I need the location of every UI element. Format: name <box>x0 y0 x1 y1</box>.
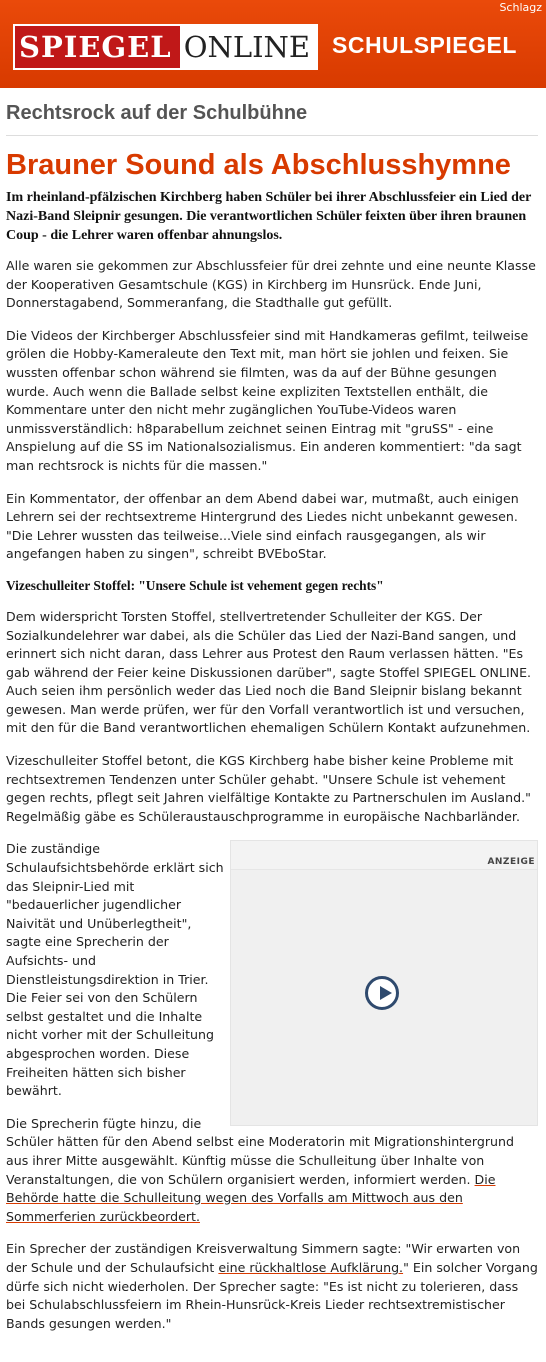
site-logo[interactable] <box>13 24 318 70</box>
paragraph-3: Ein Kommentator, der offenbar an dem Abend dabei war, mutmaßt, auch einigen Lehrern sei der rechtsextreme Hintergrund des Liedes nicht unbekannt gewesen. "Die Lehrer wussten das teilweise...Viele sind einfach rausgegangen, als wir angefangen haben zu singen", schreibt BVEboStar. <box>6 490 519 562</box>
paragraph-8-highlight[interactable]: eine rückhaltlose Aufklärung. <box>218 1259 404 1275</box>
paragraph-1: Alle waren sie gekommen zur Abschlussfeier für drei zehnte und eine neunte Klasse der Kooperativen Gesamtschule (KGS) in Kirchberg im Hunsrück. Ende Juni, Donnerstagabend, Sommeranfang, die Stadthalle gut gefüllt. <box>6 258 536 311</box>
paragraph-6: Die zuständige Schulaufsichtsbehörde erklärt sich das Sleipnir-Lied mit "bedauerlicher jugendlicher Naivität und Unüberlegtheit", sagte eine Sprecherin der Aufsichts- und Dienstleistungsdirektion in Trier. Die Feier sei von den Schülern selbst gestaltet und die Inhalte nicht vorher mit der Schulleitung abgesprochen worden. Diese Freiheiten hätten sich bisher bewährt. <box>6 841 224 1099</box>
site-header <box>0 0 546 88</box>
logo-spiegel: SPIEGEL <box>15 26 178 68</box>
article-kicker: Rechtsrock auf der Schulbühne <box>6 102 308 124</box>
paragraph-7-highlight[interactable]: Die Behörde hatte die Schulleitung wegen des Vorfalls am Mittwoch aus den Sommerferien zurückbeordert. <box>6 1171 496 1224</box>
video-ad[interactable] <box>230 840 538 1126</box>
paragraph-8-text-a: Ein Sprecher der zuständigen Kreisverwaltung Simmern sagte: "Wir erwarten von der Schule und der Schulaufsicht <box>6 1241 521 1275</box>
logo-online: ONLINE <box>178 26 316 68</box>
article <box>0 102 546 1333</box>
section-title[interactable]: SCHULSPIEGEL <box>332 32 517 58</box>
play-icon[interactable] <box>365 976 399 1010</box>
paragraph-8-text-b: " Ein solcher Vorgang dürfe sich nicht wiederholen. Der Sprecher sagte: "Es ist nicht zu tolerieren, dass bei Schulabschlussfeiern im Rhein-Hunsrück-Kreis Lieder rechtsextremistischer Bands gesungen werden." <box>6 1259 538 1331</box>
paragraph-8 <box>6 1240 538 1333</box>
divider <box>6 135 538 136</box>
top-link[interactable]: Schlagz <box>499 1 542 14</box>
article-intro: Im rheinland-pfälzischen Kirchberg haben Schüler bei ihrer Abschlussfeier ein Lied der Nazi-Band Sleipnir gesungen. Die verantwortlichen Schüler feixten über ihren braunen Coup - die Lehrer waren offenbar ahnungslos. <box>6 190 532 243</box>
ad-text-wrap <box>6 840 538 1226</box>
paragraph-5: Vizeschulleiter Stoffel betont, die KGS Kirchberg habe bisher keine Probleme mit rechtsextremen Tendenzen unter Schüler gehabt. "Unsere Schule ist vehement gegen rechts, pflegt seit Jahren vielfältige Kontakte zu Partnerschulen im Ausland." Regelmäßig gäbe es Schüleraustauschprogramme in europäische Nachbarländer. <box>6 753 531 824</box>
article-headline: Brauner Sound als Abschlusshymne <box>6 149 511 181</box>
ad-label: ANZEIGE <box>487 857 535 868</box>
paragraph-4: Dem widerspricht Torsten Stoffel, stellvertretender Schulleiter der KGS. Der Sozialkundelehrer war dabei, als die Schüler das Lied der Nazi-Band sangen, und erinnert sich nicht daran, dass Lehrer aus Protest den Raum verlassen hätten. "Es gab während der Feier keine Diskussionen darüber", sagte Stoffel SPIEGEL ONLINE. Auch seien ihm persönlich weder das Lied noch die Band Sleipnir bislang bekannt gewesen. Man werde prüfen, wer für den Vorfall verantwortlich ist und versuchen, mit den für die Band verantwortlichen ehemaligen Schülern Kontakt aufzunehmen. <box>6 608 532 736</box>
paragraph-7 <box>6 1115 538 1227</box>
subheadline: Vizeschulleiter Stoffel: "Unsere Schule ist vehement gegen rechts" <box>6 577 384 593</box>
ad-player[interactable] <box>231 869 537 1125</box>
paragraph-2: Die Videos der Kirchberger Abschlussfeier sind mit Handkameras gefilmt, teilweise grölen die Hobby-Kameraleute den Text mit, man hört sie johlen und feixen. Sie wussten offenbar schon während sie filmten, was da auf der Bühne gesungen wurde. Auch wenn die Ballade selbst keine expliziten Textstellen enthält, die Kommentare unter den nicht mehr zugänglichen YouTube-Videos waren unmissverständlich: h8parabellum zeichnet seinen Eintrag mit "gruSS" - eine Anspielung auf die SS im Nationalsozialismus. Ein anderen kommentiert: "da sagt man rechtsrock is nichts für die massen." <box>6 327 529 473</box>
paragraph-7-text: Die Sprecherin fügte hinzu, die Schüler hätten für den Abend selbst eine Moderatorin mit Migrationshintergrund aus ihrer Mitte ausgewählt. Künftig müsse die Schulleitung über Inhalte von Veranstaltungen, die von Schülern organisiert werden, informiert werden. <box>6 1115 514 1187</box>
